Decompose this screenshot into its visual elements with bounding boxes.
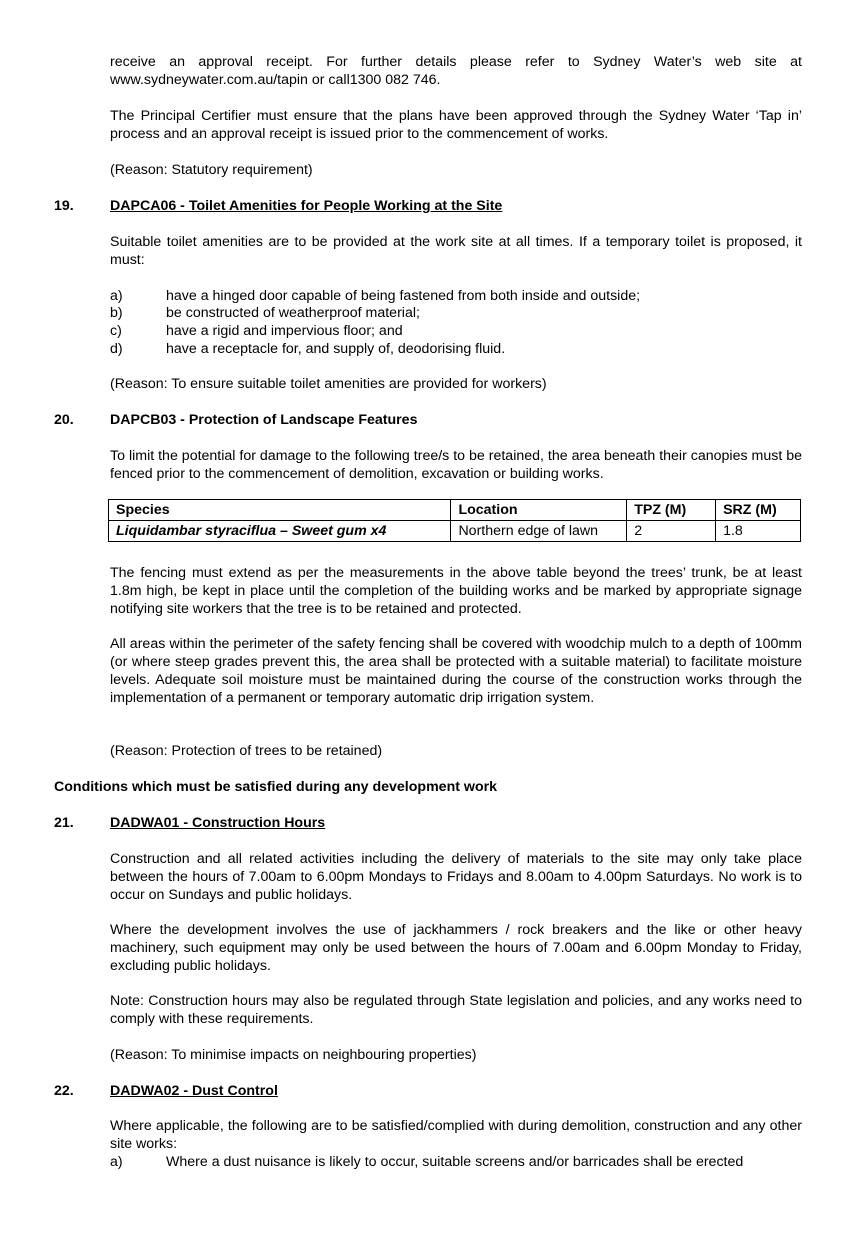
condition-21-paragraph-1: Construction and all related activities including the delivery of materials to the site may only take place between the hours of 7.00am to 6.00pm Mondays to Fridays and 8.00am to 4.00pm Saturdays. No work is to occur on Sundays and public holidays. bbox=[110, 851, 802, 903]
list-item-text: have a receptacle for, and supply of, deodorising fluid. bbox=[166, 341, 506, 357]
list-item-text: Where a dust nuisance is likely to occur, suitable screens and/or barricades shall be erected bbox=[166, 1154, 744, 1170]
table-cell-tpz: 2 bbox=[627, 521, 716, 542]
condition-20-paragraph-2: All areas within the perimeter of the safety fencing shall be covered with woodchip mulch to a depth of 100mm (or where steep grades prevent this, the area shall be protected with a suitable material) to facilitate moisture levels. Adequate soil moisture must be maintained during the course of the construction works through the implementation of a permanent or temporary automatic drip irrigation system. bbox=[110, 636, 802, 706]
condition-22-intro: Where applicable, the following are to be satisfied/complied with during demolition, construction and any other site works: bbox=[110, 1118, 802, 1152]
intro-paragraph-1: receive an approval receipt. For further details please refer to Sydney Water’s web site at www.sydneywater.com.au/tapin or call1300 082 746. bbox=[110, 54, 802, 88]
condition-19-intro: Suitable toilet amenities are to be provided at the work site at all times. If a temporary toilet is proposed, it must: bbox=[110, 234, 802, 268]
list-item-label: d) bbox=[110, 341, 123, 357]
condition-20-number: 20. bbox=[54, 412, 74, 428]
table-row bbox=[109, 521, 801, 542]
condition-20-reason: (Reason: Protection of trees to be retained) bbox=[110, 743, 383, 759]
list-item-label: a) bbox=[110, 1154, 123, 1170]
condition-21-heading: DADWA01 - Construction Hours bbox=[110, 815, 326, 831]
list-item-text: have a hinged door capable of being fastened from both inside and outside; bbox=[166, 288, 641, 304]
condition-21-reason: (Reason: To minimise impacts on neighbouring properties) bbox=[110, 1047, 477, 1063]
list-item-label: c) bbox=[110, 323, 122, 339]
condition-19-heading: DAPCA06 - Toilet Amenities for People Working at the Site bbox=[110, 198, 503, 214]
table-header-cell: Species bbox=[109, 500, 451, 521]
table-cell-species: Liquidambar styraciflua – Sweet gum x4 bbox=[109, 521, 451, 542]
condition-21-paragraph-2: Where the development involves the use of jackhammers / rock breakers and the like or other heavy machinery, such equipment may only be used between the hours of 7.00am and 6.00pm Monday to Friday, excluding public holidays. bbox=[110, 922, 802, 974]
condition-21-note: Note: Construction hours may also be regulated through State legislation and policies, and any works need to comply with these requirements. bbox=[110, 993, 802, 1027]
table-cell-location: Northern edge of lawn bbox=[451, 521, 627, 542]
condition-19-reason: (Reason: To ensure suitable toilet amenities are provided for workers) bbox=[110, 376, 547, 392]
intro-reason: (Reason: Statutory requirement) bbox=[110, 162, 313, 178]
condition-20-paragraph-1: The fencing must extend as per the measurements in the above table beyond the trees’ trunk, be at least 1.8m high, be kept in place until the completion of the building works and be marked by appropriate signage notifying site workers that the tree is to be retained and protected. bbox=[110, 565, 802, 617]
condition-22-number: 22. bbox=[54, 1083, 74, 1099]
condition-22-heading: DADWA02 - Dust Control bbox=[110, 1083, 278, 1099]
tree-protection-table bbox=[108, 499, 801, 542]
table-cell-srz: 1.8 bbox=[716, 521, 801, 542]
list-item-label: b) bbox=[110, 305, 123, 321]
condition-20-heading: DAPCB03 - Protection of Landscape Features bbox=[110, 412, 418, 428]
condition-21-number: 21. bbox=[54, 815, 74, 831]
list-item-text: be constructed of weatherproof material; bbox=[166, 305, 420, 321]
table-header-cell: SRZ (M) bbox=[716, 500, 801, 521]
section-title: Conditions which must be satisfied during any development work bbox=[54, 779, 498, 795]
table-header-cell: Location bbox=[451, 500, 627, 521]
table-header-cell: TPZ (M) bbox=[627, 500, 716, 521]
list-item-label: a) bbox=[110, 288, 123, 304]
condition-19-number: 19. bbox=[54, 198, 74, 214]
table-header-row bbox=[109, 500, 801, 521]
condition-20-intro: To limit the potential for damage to the following tree/s to be retained, the area beneath their canopies must be fenced prior to the commencement of demolition, excavation or building works. bbox=[110, 448, 802, 482]
list-item-text: have a rigid and impervious floor; and bbox=[166, 323, 403, 339]
intro-paragraph-2: The Principal Certifier must ensure that the plans have been approved through the Sydney Water ‘Tap in’ process and an approval receipt is issued prior to the commencement of works. bbox=[110, 108, 802, 142]
